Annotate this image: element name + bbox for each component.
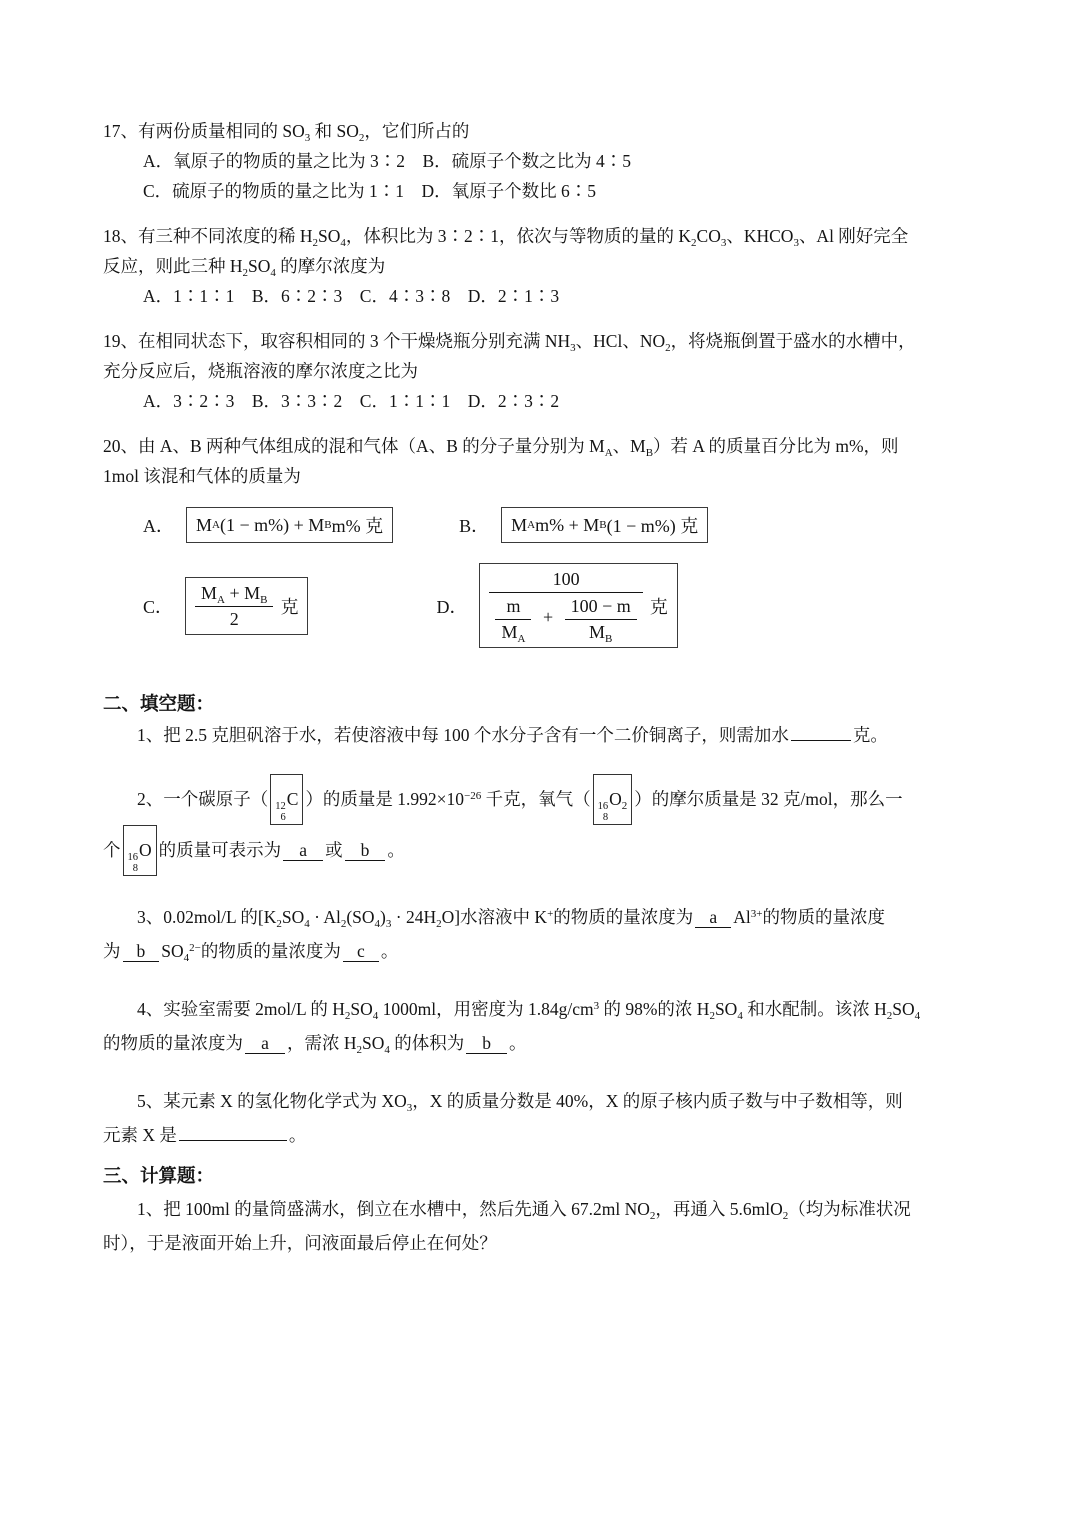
q20-stem-line1: 20、由 A、B 两种气体组成的混和气体（A、B 的分子量分别为 $M_A$、$M_B$）若 A 的质量百分比为 m%，则 bbox=[103, 436, 899, 459]
fill-q2-line2 bbox=[103, 825, 992, 876]
q20-d2-num: 100 − m bbox=[565, 595, 637, 620]
fill-question-5 bbox=[103, 1084, 992, 1152]
question-19 bbox=[103, 326, 992, 416]
q19-stem-line1: 19、在相同状态下，取容积相同的 3 个干燥烧瓶分别充满 $NH_3$、HCl、$NO_2$，将烧瓶倒置于盛水的水槽中， bbox=[103, 331, 916, 354]
calc-q1-line2: 时），于是液面开始上升，问液面最后停止在何处？ bbox=[103, 1233, 497, 1254]
q20-d1-den: $M_A$ bbox=[501, 622, 526, 645]
question-17 bbox=[103, 116, 992, 206]
fill-question-3 bbox=[103, 900, 992, 968]
q19-stem-line2: 充分反应后，烧瓶溶液的摩尔浓度之比为 bbox=[103, 361, 418, 381]
q20-c-unit: 克 bbox=[280, 596, 299, 617]
fill-q2-line1 bbox=[103, 774, 992, 825]
q19-options: A．3∶2∶3 B．3∶3∶2 C．1∶1∶1 D．2∶3∶2 bbox=[143, 391, 560, 411]
q20-d-subfraction-1 bbox=[495, 595, 531, 643]
fill-q3-line2: 为 b $SO_4^{2-}$的物质的量浓度为 c 。 bbox=[103, 941, 399, 965]
q20-option-d-fraction bbox=[489, 568, 642, 643]
section-2-header: 二、填空题： bbox=[103, 695, 215, 715]
q20-options-row-ab bbox=[103, 507, 992, 543]
calc-q1-line1: 1、把 100ml 的量筒盛满水，倒立在水槽中，然后先通入 67.2ml $NO_2$，再通入 5.6mlO$_2$（均为标准状况 bbox=[137, 1199, 911, 1223]
fill-q3-line1: 3、0.02mol/L 的$[K_2SO_4 \cdot Al_2(SO_4)_3 \cdot 24H_2O]$水溶液中 K+的物质的量浓度为 a $Al^{3+}$的物质的量浓度 bbox=[137, 907, 886, 931]
q20-options-row-cd bbox=[103, 563, 992, 648]
q20-d1-num: m bbox=[495, 595, 531, 620]
q20-option-b-formula: M A m% + M B (1 − m%) 克 bbox=[501, 507, 708, 543]
fill-q2-line2-part-b: 的质量可表示为 a 或 b 。 bbox=[158, 840, 405, 861]
q18-options: A．1∶1∶1 B．6∶2∶3 C．4∶3∶8 D．2∶1∶3 bbox=[143, 286, 560, 306]
q20-d-numerator: 100 bbox=[489, 568, 642, 593]
q20-c-numerator: $M_A + M_B$ bbox=[195, 582, 273, 607]
q20-d2-den: $M_B$ bbox=[589, 622, 613, 645]
question-20 bbox=[103, 431, 992, 648]
q20-stem-line2: 1mol 该混和气体的质量为 bbox=[103, 466, 301, 486]
fill-q2-line1-part-b: ）的质量是 $1.992\times 10^{-26}$ 千克，氧气（ bbox=[305, 789, 591, 809]
fill-question-2 bbox=[103, 774, 992, 876]
q20-option-b-label: B． bbox=[459, 516, 490, 536]
q20-c-denominator: 2 bbox=[229, 608, 239, 629]
q20-option-a-label: A． bbox=[143, 516, 174, 536]
fill-q5-line1: 5、某元素 X 的氢化物化学式为 $XO_3$，X 的质量分数是 40%，X 的原子核内质子数与中子数相等，则 bbox=[137, 1091, 903, 1115]
q17-stem: 17、有两份质量相同的 $SO_3$ 和 $SO_2$，它们所占的 bbox=[103, 121, 470, 144]
fill-q2-line2-part-a: 个 bbox=[103, 840, 121, 861]
q18-stem-line1: 18、有三种不同浓度的稀 $H_2SO_4$，体积比为 3∶2∶1，依次与等物质的量的 $K_2CO_3$、$KHCO_3$、Al 刚好完全 bbox=[103, 226, 909, 249]
section-3-header: 三、计算题： bbox=[103, 1167, 215, 1188]
question-18 bbox=[103, 221, 992, 311]
fill-q5-line2: 元素 X 是 。 bbox=[103, 1125, 307, 1146]
q20-d-unit: 克 bbox=[649, 596, 668, 617]
fill-q4-line2: 的物质的量浓度为 a ，需浓 $H_2SO_4$ 的体积为 b 。 bbox=[103, 1033, 527, 1057]
q20-option-c-fraction bbox=[195, 582, 273, 630]
isotope-box-oxygen-16: 16 8 O bbox=[123, 825, 157, 876]
fill-question-4 bbox=[103, 992, 992, 1060]
fill-q1-text: 1、把 2.5 克胆矾溶于水，若使溶液中每 100 个水分子含有一个二价铜离子，则需加水 克。 bbox=[137, 725, 888, 745]
q20-d-plus-sign: + bbox=[542, 607, 554, 628]
q20-option-d-label: D． bbox=[436, 596, 468, 617]
q17-options-ab: A．氧原子的物质的量之比为 3∶2 B．硫原子个数之比为 4∶5 bbox=[143, 151, 632, 171]
isotope-box-oxygen-16-o2: 16 8 $O_2$ bbox=[593, 774, 633, 825]
fill-q2-line1-part-a: 2、一个碳原子（ bbox=[137, 789, 269, 809]
fill-q2-line1-part-c: ）的摩尔质量是 32 克/mol，那么一 bbox=[634, 789, 903, 809]
q20-option-c-formula bbox=[185, 577, 308, 635]
calc-question-1 bbox=[103, 1192, 992, 1260]
q17-options-cd: C．硫原子的物质的量之比为 1∶1 D．氧原子个数比 6∶5 bbox=[143, 181, 597, 201]
q20-option-c-label: C． bbox=[143, 596, 174, 617]
fill-q4-line1: 4、实验室需要 2mol/L 的 $H_2SO_4$ 1000ml，用密度为 $1.84g/cm^3$ 的 98%的浓 $H_2SO_4$ 和水配制。该浓 $H_2SO_4$ bbox=[137, 999, 921, 1023]
q20-d-denominator bbox=[489, 593, 642, 643]
q20-d-subfraction-2 bbox=[565, 595, 637, 643]
q20-option-a-formula: M A (1 − m%) + M B m% 克 bbox=[186, 507, 393, 543]
isotope-box-carbon-12: 12 6 C bbox=[270, 774, 303, 825]
q18-stem-line2: 反应，则此三种 $H_2SO_4$ 的摩尔浓度为 bbox=[103, 256, 386, 279]
q20-option-d-formula bbox=[479, 563, 677, 648]
fill-question-1 bbox=[103, 720, 992, 750]
